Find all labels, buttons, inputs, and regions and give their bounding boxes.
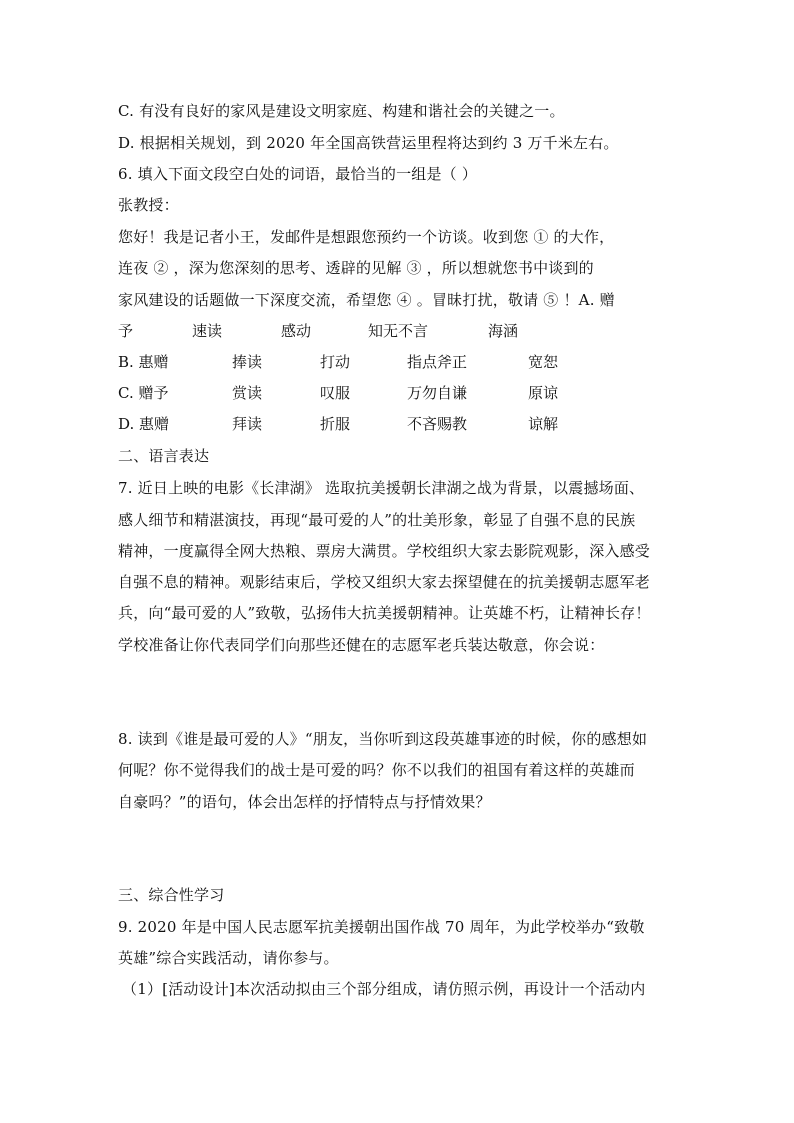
q8-line: 何呢？你不觉得我们的战士是可爱的吗？你不以我们的祖国有着这样的英雄而: [118, 761, 635, 779]
option-label: D. 惠赠: [118, 415, 170, 433]
q9-line: （1）[活动设计]本次活动拟由三个部分组成，请仿照示例，再设计一个活动内: [122, 980, 646, 998]
option-label: B. 惠赠: [118, 353, 169, 371]
q5-option-c: C. 有没有良好的家风是建设文明家庭、构建和谐社会的关键之一。: [118, 102, 565, 120]
q7-line: 7. 近日上映的电影《长津湖》 选取抗美援朝长津湖之战为背景，以震撼场面、: [118, 479, 645, 497]
option-word: 谅解: [528, 415, 559, 433]
q5-option-d: D. 根据相关规划，到 2020 年全国高铁营运里程将达到约 3 万千米左右。: [118, 134, 619, 152]
section-heading-2: 二、语言表达: [118, 447, 210, 465]
q9-line: 9. 2020 年是中国人民志愿军抗美援朝出国作战 70 周年，为此学校举办“致敬: [118, 918, 645, 936]
q7-line: 学校准备让你代表同学们向那些还健在的志愿军老兵装达敬意，你会说：: [118, 636, 605, 654]
option-word: 万勿自谦: [407, 384, 468, 402]
q8-line: 8. 读到《谁是最可爱的人》“朋友，当你听到这段英雄事迹的时候，你的感想如: [118, 730, 648, 748]
option-word: 叹服: [320, 384, 351, 402]
q6-passage-line-2: 连夜 ② ，深为您深刻的思考、透辟的见解 ③ ，所以想就您书中谈到的: [118, 259, 594, 277]
q6-stem: 6. 填入下面文段空白处的词语，最恰当的一组是（ ）: [118, 165, 478, 183]
option-word: 速读: [192, 322, 223, 340]
q6-passage-line-1: 您好！我是记者小王，发邮件是想跟您预约一个访谈。收到您 ① 的大作，: [118, 228, 615, 246]
option-word: 不吝赐教: [407, 415, 468, 433]
section-heading-3: 三、综合性学习: [118, 886, 225, 904]
option-word: 捧读: [232, 353, 263, 371]
option-word: 拜读: [232, 415, 263, 433]
option-word: 原谅: [528, 384, 559, 402]
option-word: 知无不言: [368, 322, 429, 340]
option-word: 海涵: [488, 322, 519, 340]
option-label: 予: [118, 322, 134, 340]
option-word: 折服: [320, 415, 351, 433]
q6-salutation: 张教授：: [118, 196, 179, 214]
q7-line: 兵，向“最可爱的人”致敬，弘扬伟大抗美援朝精神。让英雄不朽，让精神长存！: [118, 604, 651, 622]
option-word: 感动: [281, 322, 312, 340]
option-word: 宽恕: [528, 353, 559, 371]
option-label: C. 赠予: [118, 384, 169, 402]
q8-line: 自豪吗？”的语句，体会出怎样的抒情特点与抒情效果？: [118, 793, 491, 811]
q7-line: 精神，一度赢得全网大热粮、票房大满贯。学校组织大家去影院观影，深入感受: [118, 542, 651, 560]
option-word: 打动: [320, 353, 351, 371]
q9-line: 英雄”综合实践活动，请你参与。: [118, 949, 339, 967]
option-word: 赏读: [232, 384, 263, 402]
q7-line: 自强不息的精神。观影结束后，学校又组织大家去探望健在的抗美援朝志愿军老: [118, 573, 651, 591]
q7-line: 感人细节和精湛演技，再现“最可爱的人”的壮美形象，彰显了自强不息的民族: [118, 511, 636, 529]
option-word: 指点斧正: [407, 353, 468, 371]
q6-passage-line-3: 家风建设的话题做一下深度交流，希望您 ④ 。冒昧打扰，敬请 ⑤ ！A. 赠: [118, 291, 615, 309]
